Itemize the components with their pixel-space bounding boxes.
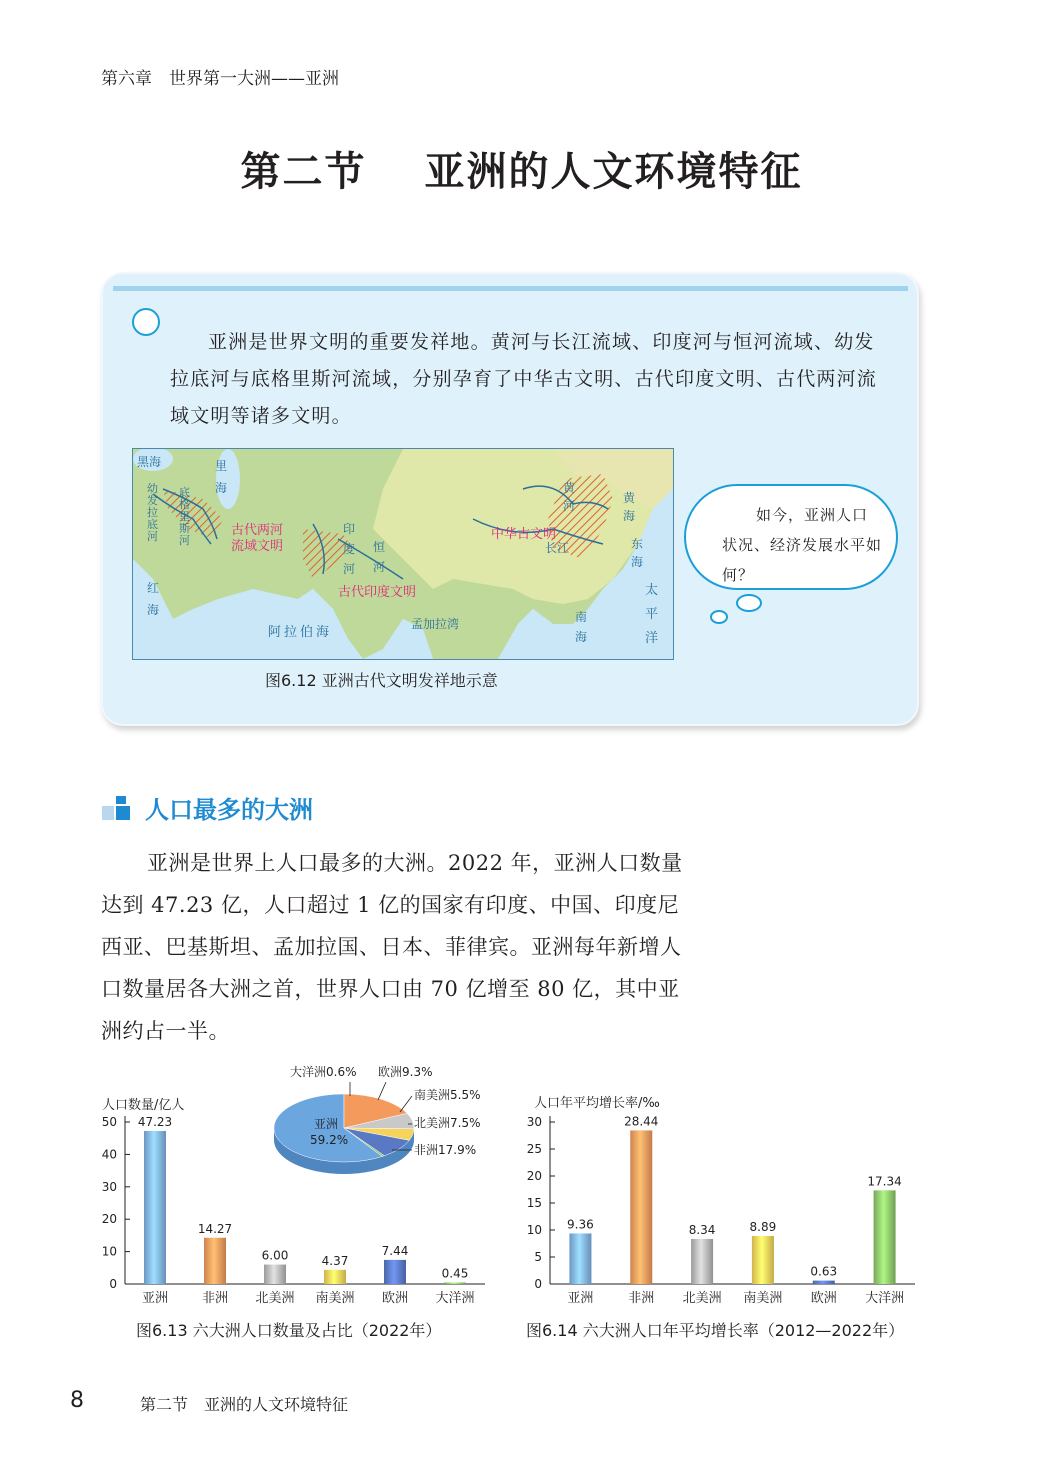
thought-bubble-dot [710,610,728,624]
x-tick-label: 北美洲 [255,1291,295,1306]
x-tick-label: 非洲 [201,1291,229,1306]
x-tick-label: 北美洲 [682,1291,722,1306]
bar-亚洲 [144,1131,166,1284]
map-label-arabian-sea: 阿拉伯海 [268,625,333,640]
pie-label-北美洲: 北美洲7.5% [414,1116,481,1130]
bar-非洲 [204,1238,226,1284]
x-tick-label: 欧洲 [381,1291,409,1306]
pie-leader-line [400,1096,412,1112]
x-tick-label: 欧洲 [810,1291,837,1306]
map-label-ganges: 恒河 [373,540,386,574]
bar-value-label: 8.89 [749,1219,777,1234]
x-tick-label: 亚洲 [141,1291,169,1306]
bar-大洋洲 [874,1190,896,1284]
y-tick-label: 30 [526,1115,542,1129]
y-tick-label: 10 [526,1223,542,1237]
map-label-euphrates: 幼发拉底河 [147,482,158,543]
map-label-east-sea: 东海 [631,537,644,569]
bar-value-label: 0.45 [441,1266,469,1281]
map-label-bay-of-bengal: 孟加拉湾 [411,617,460,631]
intro-top-rule [113,286,908,291]
x-tick-label: 大洋洲 [865,1291,905,1306]
bar-value-label: 28.44 [624,1114,659,1129]
map-label-tigris: 底格里斯河 [179,486,190,547]
map-label-mesopotamia-2: 流域文明 [231,539,284,554]
bar-南美洲 [752,1236,774,1284]
y-tick-label: 5 [534,1250,542,1264]
subsection-title: 人口最多的大洲 [145,796,313,824]
map-label-chinese-civilization: 中华古文明 [491,527,557,542]
map-label-south-sea: 南海 [575,610,588,644]
pie-label-欧洲: 欧洲9.3% [378,1065,433,1079]
growth-rate-bar-chart [520,1090,920,1315]
bar-大洋洲 [444,1283,466,1284]
bar-value-label: 0.63 [810,1264,838,1279]
x-tick-label: 非洲 [628,1291,655,1306]
pie-label-asia: 亚洲 [314,1117,339,1131]
map-label-ancient-india: 古代印度文明 [338,585,417,600]
chapter-header: 第六章 世界第一大洲——亚洲 [101,69,339,89]
bar-北美洲 [691,1239,713,1284]
pie-label-南美洲: 南美洲5.5% [414,1088,481,1102]
thought-bubble-text: 如今，亚洲人口状况、经济发展水平如何？ [722,506,883,584]
circle-icon [132,308,160,336]
bar-value-label: 6.00 [261,1248,289,1263]
pie-label-asia-pct: 59.2% [310,1133,349,1147]
y-tick-label: 30 [101,1179,117,1194]
map-label-pacific: 太平洋 [645,583,659,646]
pie-leader-line [378,1082,386,1100]
y-tick-label: 0 [534,1277,542,1291]
bar-value-label: 7.44 [381,1243,409,1258]
map-caption: 图6.12 亚洲古代文明发祥地示意 [265,671,498,690]
civilization-map [132,448,674,660]
bar-value-label: 9.36 [567,1217,594,1232]
y-tick-label: 15 [526,1196,542,1210]
pie-label-大洋洲: 大洋洲0.6% [290,1065,357,1079]
y-tick-label: 50 [101,1115,117,1129]
map-label-black-sea: 黑海 [137,455,162,469]
page-number: 8 [70,1388,84,1413]
y-axis-label-growth: 人口年平均增长率/‰ [534,1096,660,1111]
map-graphic [133,449,673,659]
section-title: 第二节 亚洲的人文环境特征 [240,148,803,195]
y-tick-label: 20 [101,1212,117,1227]
y-tick-label: 0 [109,1277,117,1291]
footer-section: 第二节 亚洲的人文环境特征 [140,1395,349,1414]
bar-value-label: 4.37 [321,1253,349,1268]
map-label-indus: 印度河 [343,522,356,576]
y-tick-label: 25 [526,1142,542,1156]
bar-value-label: 47.23 [137,1114,173,1129]
map-label-caspian-sea: 里海 [215,459,228,495]
thought-bubble-dot [736,594,762,612]
y-axis-label-population: 人口数量/亿人 [102,1098,185,1113]
map-label-yangtze: 长江 [545,541,570,555]
map-label-red-sea: 红海 [147,581,160,617]
bar-欧洲 [813,1281,835,1284]
bar-value-label: 14.27 [197,1221,233,1236]
section-square-icon [102,796,132,822]
bar-欧洲 [384,1260,406,1284]
map-label-mesopotamia: 古代两河 [231,523,284,538]
intro-paragraph: 亚洲是世界文明的重要发祥地。黄河与长江流域、印度河与恒河流域、幼发拉底河与底格里斯河流域，分别孕育了中华古文明、古代印度文明、古代两河流域文明等诸多文明。 [170,331,878,427]
chart-caption-population: 图6.13 六大洲人口数量及占比（2022年） [136,1321,442,1340]
y-tick-label: 20 [526,1169,542,1183]
bar-北美洲 [264,1265,286,1284]
x-tick-label: 亚洲 [567,1291,594,1306]
population-pie-chart [262,1060,512,1180]
chart-caption-growth: 图6.14 六大洲人口年平均增长率（2012—2022年） [526,1321,905,1340]
bar-亚洲 [569,1233,591,1284]
bar-value-label: 17.34 [867,1174,902,1189]
bar-非洲 [630,1130,652,1284]
y-tick-label: 40 [101,1147,117,1162]
bar-value-label: 8.34 [688,1222,716,1237]
pie-label-非洲: 非洲17.9% [414,1143,477,1157]
bar-南美洲 [324,1270,346,1284]
y-tick-label: 10 [101,1244,117,1259]
x-tick-label: 南美洲 [315,1291,355,1306]
x-tick-label: 南美洲 [743,1291,783,1306]
map-label-yellow-river: 黄河 [563,481,576,513]
map-label-yellow-sea: 黄海 [623,491,636,523]
body-paragraph: 亚洲是世界上人口最多的大洲。2022 年，亚洲人口数量达到 47.23 亿，人口超过 1 亿的国家有印度、中国、印度尼西亚、巴基斯坦、孟加拉国、日本、菲律宾。亚洲每年新增人口数量居各大洲之首，世界人口由 70 亿增至 80 亿，其中亚洲约占一半。 [101,851,683,1043]
x-tick-label: 大洋洲 [435,1291,475,1306]
